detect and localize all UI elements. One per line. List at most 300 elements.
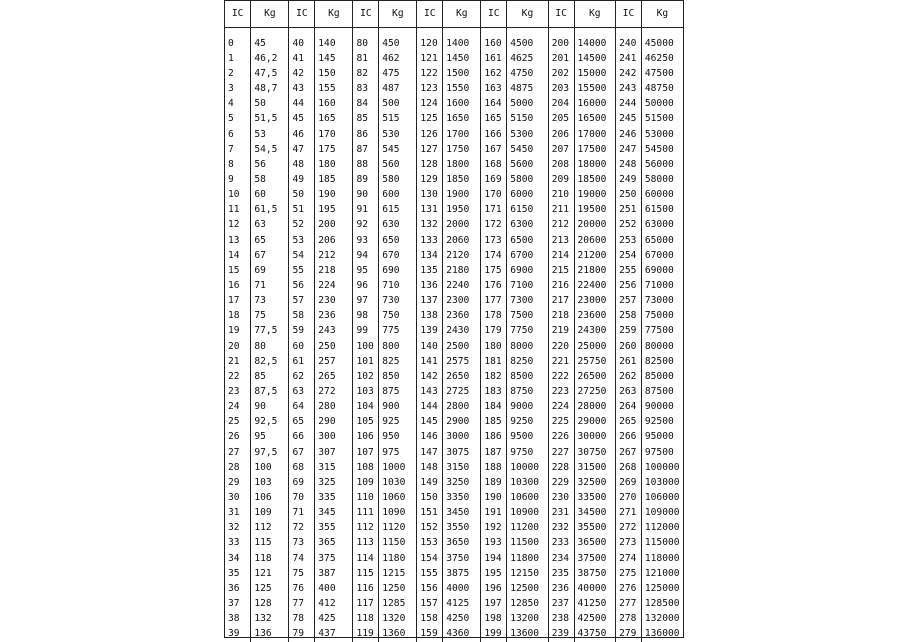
ic-cell: 231	[548, 505, 574, 520]
ic-cell: 217	[548, 293, 574, 308]
kg-cell: 95000	[641, 430, 683, 445]
ic-cell: 197	[481, 596, 507, 611]
kg-cell: 121000	[641, 566, 683, 581]
ic-cell: 225	[548, 415, 574, 430]
kg-cell: 925	[379, 415, 417, 430]
ic-cell: 47	[289, 142, 315, 157]
kg-cell: 3750	[443, 551, 481, 566]
kg-cell: 14000	[574, 36, 616, 51]
kg-cell: 690	[379, 263, 417, 278]
ic-cell: 7	[228, 143, 234, 155]
ic-cell: 274	[616, 551, 642, 566]
kg-cell: 530	[379, 127, 417, 142]
kg-cell: 87500	[641, 384, 683, 399]
ic-cell: 12	[228, 219, 240, 231]
kg-cell: 69000	[641, 263, 683, 278]
kg-cell: 40000	[574, 581, 616, 596]
kg-cell: 10900	[507, 505, 549, 520]
ic-cell: 275	[616, 566, 642, 581]
ic-cell: 241	[616, 51, 642, 66]
kg-cell: 500	[379, 97, 417, 112]
spacer-row	[225, 28, 683, 37]
kg-cell: 17500	[574, 142, 616, 157]
kg-cell: 3450	[443, 505, 481, 520]
ic-cell: 87	[353, 142, 379, 157]
kg-cell: 65000	[641, 233, 683, 248]
kg-cell: 23600	[574, 309, 616, 324]
kg-cell: 462	[379, 51, 417, 66]
ic-cell: 224	[548, 399, 574, 414]
ic-cell: 201	[548, 51, 574, 66]
ic-cell: 16	[228, 280, 240, 292]
kg-cell: 47500	[641, 66, 683, 81]
kg-cell: 1285	[379, 596, 417, 611]
ic-cell: 78	[289, 611, 315, 626]
kg-cell: 6900	[507, 263, 549, 278]
kg-cell: 6300	[507, 218, 549, 233]
kg-cell: 975	[379, 445, 417, 460]
kg-cell: 121	[251, 566, 289, 581]
ic-cell: 76	[289, 581, 315, 596]
ic-cell: 181	[481, 354, 507, 369]
kg-cell: 670	[379, 248, 417, 263]
table-row	[225, 581, 683, 596]
ic-cell: 162	[481, 66, 507, 81]
ic-cell: 151	[417, 505, 443, 520]
ic-cell: 133	[417, 233, 443, 248]
ic-cell: 95	[353, 263, 379, 278]
kg-cell: 80	[251, 339, 289, 354]
ic-cell: 148	[417, 460, 443, 475]
ic-cell: 73	[289, 536, 315, 551]
ic-cell: 145	[417, 415, 443, 430]
kg-cell: 53000	[641, 127, 683, 142]
kg-cell: 257	[315, 354, 353, 369]
kg-cell: 125	[251, 581, 289, 596]
ic-cell: 190	[481, 490, 507, 505]
ic-cell: 139	[417, 324, 443, 339]
spacer-cell	[616, 28, 642, 37]
ic-cell: 229	[548, 475, 574, 490]
ic-cell: 220	[548, 339, 574, 354]
ic-cell: 175	[481, 263, 507, 278]
ic-cell: 240	[616, 36, 642, 51]
kg-cell: 17000	[574, 127, 616, 142]
ic-cell: 19	[228, 325, 240, 337]
ic-cell: 169	[481, 172, 507, 187]
ic-cell: 57	[289, 293, 315, 308]
table-row	[225, 187, 683, 202]
ic-cell: 49	[289, 172, 315, 187]
ic-cell: 223	[548, 384, 574, 399]
ic-cell: 61	[289, 354, 315, 369]
table-row	[225, 490, 683, 505]
kg-cell: 2900	[443, 415, 481, 430]
kg-cell: 14500	[574, 51, 616, 66]
column-header-kg: Kg	[574, 1, 616, 28]
ic-cell: 161	[481, 51, 507, 66]
ic-cell: 129	[417, 172, 443, 187]
ic-cell: 256	[616, 278, 642, 293]
kg-cell: 2240	[443, 278, 481, 293]
kg-cell: 75000	[641, 309, 683, 324]
kg-cell: 29000	[574, 415, 616, 430]
ic-cell: 124	[417, 97, 443, 112]
table-row	[225, 384, 683, 399]
ic-cell: 77	[289, 596, 315, 611]
kg-cell: 38750	[574, 566, 616, 581]
ic-cell: 136	[417, 278, 443, 293]
kg-cell: 5600	[507, 157, 549, 172]
kg-cell: 307	[315, 445, 353, 460]
ic-cell: 6	[228, 128, 234, 140]
ic-cell: 239	[548, 626, 574, 641]
ic-cell: 66	[289, 430, 315, 445]
kg-cell: 33500	[574, 490, 616, 505]
kg-cell: 7100	[507, 278, 549, 293]
kg-cell: 19000	[574, 187, 616, 202]
column-header-kg: Kg	[443, 1, 481, 28]
kg-cell: 71000	[641, 278, 683, 293]
ic-cell: 105	[353, 415, 379, 430]
spacer-cell	[225, 28, 251, 37]
ic-cell: 92	[353, 218, 379, 233]
kg-cell: 875	[379, 384, 417, 399]
ic-cell: 192	[481, 521, 507, 536]
kg-cell: 300	[315, 430, 353, 445]
ic-cell: 81	[353, 51, 379, 66]
kg-cell: 1800	[443, 157, 481, 172]
table-row	[225, 309, 683, 324]
ic-cell: 232	[548, 521, 574, 536]
table-row	[225, 263, 683, 278]
kg-cell: 400	[315, 581, 353, 596]
kg-cell: 2800	[443, 399, 481, 414]
kg-cell: 4360	[443, 626, 481, 641]
ic-cell: 75	[289, 566, 315, 581]
spacer-cell	[641, 28, 683, 37]
ic-cell: 5	[228, 113, 234, 125]
table-row	[225, 505, 683, 520]
ic-cell: 44	[289, 97, 315, 112]
kg-cell: 56000	[641, 157, 683, 172]
ic-cell: 160	[481, 36, 507, 51]
kg-cell: 80000	[641, 339, 683, 354]
kg-cell: 345	[315, 505, 353, 520]
ic-cell: 110	[353, 490, 379, 505]
kg-cell: 750	[379, 309, 417, 324]
ic-cell: 250	[616, 187, 642, 202]
kg-cell: 5000	[507, 97, 549, 112]
kg-cell: 48750	[641, 81, 683, 96]
load-index-table	[224, 0, 684, 638]
kg-cell: 95	[251, 430, 289, 445]
kg-cell: 1320	[379, 611, 417, 626]
ic-cell: 71	[289, 505, 315, 520]
ic-cell: 209	[548, 172, 574, 187]
kg-cell: 1700	[443, 127, 481, 142]
kg-cell: 16500	[574, 112, 616, 127]
kg-cell: 77,5	[251, 324, 289, 339]
ic-cell: 210	[548, 187, 574, 202]
ic-cell: 202	[548, 66, 574, 81]
kg-cell: 2120	[443, 248, 481, 263]
ic-cell: 247	[616, 142, 642, 157]
kg-cell: 365	[315, 536, 353, 551]
ic-cell: 118	[353, 611, 379, 626]
ic-cell: 86	[353, 127, 379, 142]
kg-cell: 61500	[641, 203, 683, 218]
kg-cell: 69	[251, 263, 289, 278]
ic-cell: 42	[289, 66, 315, 81]
kg-cell: 63	[251, 218, 289, 233]
ic-cell: 166	[481, 127, 507, 142]
kg-cell: 58000	[641, 172, 683, 187]
ic-cell: 58	[289, 309, 315, 324]
ic-cell: 17	[228, 295, 240, 307]
ic-cell: 236	[548, 581, 574, 596]
ic-cell: 114	[353, 551, 379, 566]
kg-cell: 13600	[507, 626, 549, 641]
kg-cell: 185	[315, 172, 353, 187]
kg-cell: 475	[379, 66, 417, 81]
kg-cell: 3550	[443, 521, 481, 536]
kg-cell: 1500	[443, 66, 481, 81]
ic-cell: 176	[481, 278, 507, 293]
kg-cell: 22400	[574, 278, 616, 293]
kg-cell: 825	[379, 354, 417, 369]
kg-cell: 650	[379, 233, 417, 248]
ic-cell: 183	[481, 384, 507, 399]
kg-cell: 112000	[641, 521, 683, 536]
ic-cell: 24	[228, 401, 240, 413]
kg-cell: 150	[315, 66, 353, 81]
kg-cell: 165	[315, 112, 353, 127]
ic-cell: 261	[616, 354, 642, 369]
kg-cell: 1550	[443, 81, 481, 96]
ic-cell: 230	[548, 490, 574, 505]
kg-cell: 60	[251, 187, 289, 202]
ic-cell: 254	[616, 248, 642, 263]
kg-cell: 97,5	[251, 445, 289, 460]
ic-cell: 178	[481, 309, 507, 324]
kg-cell: 25750	[574, 354, 616, 369]
kg-cell: 11200	[507, 521, 549, 536]
spacer-cell	[289, 28, 315, 37]
ic-cell: 157	[417, 596, 443, 611]
ic-cell: 91	[353, 203, 379, 218]
ic-cell: 270	[616, 490, 642, 505]
ic-cell: 227	[548, 445, 574, 460]
kg-cell: 50000	[641, 97, 683, 112]
ic-cell: 97	[353, 293, 379, 308]
ic-cell: 141	[417, 354, 443, 369]
ic-cell: 147	[417, 445, 443, 460]
kg-cell: 136000	[641, 626, 683, 641]
ic-cell: 94	[353, 248, 379, 263]
kg-cell: 45	[251, 36, 289, 51]
kg-cell: 335	[315, 490, 353, 505]
ic-cell: 203	[548, 81, 574, 96]
table-row	[225, 551, 683, 566]
kg-cell: 2180	[443, 263, 481, 278]
ic-cell: 116	[353, 581, 379, 596]
kg-cell: 1900	[443, 187, 481, 202]
kg-cell: 54,5	[251, 142, 289, 157]
ic-cell: 153	[417, 536, 443, 551]
kg-cell: 106000	[641, 490, 683, 505]
ic-cell: 82	[353, 66, 379, 81]
kg-cell: 1850	[443, 172, 481, 187]
kg-cell: 3350	[443, 490, 481, 505]
ic-cell: 167	[481, 142, 507, 157]
ic-cell: 260	[616, 339, 642, 354]
table-row	[225, 51, 683, 66]
ic-cell: 154	[417, 551, 443, 566]
table-row	[225, 566, 683, 581]
kg-cell: 145	[315, 51, 353, 66]
ic-cell: 20	[228, 340, 240, 352]
ic-cell: 191	[481, 505, 507, 520]
ic-cell: 137	[417, 293, 443, 308]
kg-cell: 1950	[443, 203, 481, 218]
ic-cell: 33	[228, 537, 240, 549]
ic-cell: 237	[548, 596, 574, 611]
ic-cell: 198	[481, 611, 507, 626]
ic-cell: 264	[616, 399, 642, 414]
kg-cell: 97500	[641, 445, 683, 460]
table-row	[225, 278, 683, 293]
ic-cell: 99	[353, 324, 379, 339]
ic-cell: 107	[353, 445, 379, 460]
kg-cell: 1400	[443, 36, 481, 51]
kg-cell: 1030	[379, 475, 417, 490]
ic-cell: 67	[289, 445, 315, 460]
ic-cell: 13	[228, 234, 240, 246]
kg-cell: 6000	[507, 187, 549, 202]
ic-cell: 238	[548, 611, 574, 626]
ic-cell: 22	[228, 370, 240, 382]
ic-cell: 123	[417, 81, 443, 96]
ic-cell: 56	[289, 278, 315, 293]
kg-cell: 6150	[507, 203, 549, 218]
ic-cell: 51	[289, 203, 315, 218]
table-row	[225, 536, 683, 551]
ic-cell: 59	[289, 324, 315, 339]
kg-cell: 206	[315, 233, 353, 248]
kg-cell: 10300	[507, 475, 549, 490]
kg-cell: 3000	[443, 430, 481, 445]
ic-cell: 45	[289, 112, 315, 127]
ic-cell: 186	[481, 430, 507, 445]
kg-cell: 2500	[443, 339, 481, 354]
kg-cell: 32500	[574, 475, 616, 490]
ic-cell: 222	[548, 369, 574, 384]
kg-cell: 18000	[574, 157, 616, 172]
ic-cell: 155	[417, 566, 443, 581]
kg-cell: 65	[251, 233, 289, 248]
ic-cell: 15	[228, 264, 240, 276]
kg-cell: 412	[315, 596, 353, 611]
column-header-ic: IC	[417, 1, 443, 28]
ic-cell: 120	[417, 36, 443, 51]
ic-cell: 142	[417, 369, 443, 384]
table-row	[225, 157, 683, 172]
kg-cell: 109	[251, 505, 289, 520]
ic-cell: 194	[481, 551, 507, 566]
ic-cell: 113	[353, 536, 379, 551]
ic-cell: 130	[417, 187, 443, 202]
ic-cell: 243	[616, 81, 642, 96]
kg-cell: 160	[315, 97, 353, 112]
ic-cell: 262	[616, 369, 642, 384]
ic-cell: 170	[481, 187, 507, 202]
ic-cell: 83	[353, 81, 379, 96]
kg-cell: 236	[315, 309, 353, 324]
kg-cell: 50	[251, 97, 289, 112]
column-header-kg: Kg	[641, 1, 683, 28]
kg-cell: 1650	[443, 112, 481, 127]
ic-cell: 4	[228, 98, 234, 110]
ic-cell: 185	[481, 415, 507, 430]
kg-cell: 560	[379, 157, 417, 172]
kg-cell: 63000	[641, 218, 683, 233]
ic-cell: 14	[228, 249, 240, 261]
kg-cell: 112	[251, 521, 289, 536]
ic-cell: 119	[353, 626, 379, 641]
ic-cell: 164	[481, 97, 507, 112]
kg-cell: 77500	[641, 324, 683, 339]
table-row	[225, 475, 683, 490]
ic-cell: 249	[616, 172, 642, 187]
kg-cell: 13200	[507, 611, 549, 626]
ic-cell: 3	[228, 83, 234, 95]
ic-cell: 272	[616, 521, 642, 536]
ic-cell: 180	[481, 339, 507, 354]
kg-cell: 35500	[574, 521, 616, 536]
ic-cell: 85	[353, 112, 379, 127]
ic-cell: 29	[228, 476, 240, 488]
kg-cell: 12500	[507, 581, 549, 596]
kg-cell: 243	[315, 324, 353, 339]
kg-cell: 487	[379, 81, 417, 96]
kg-cell: 180	[315, 157, 353, 172]
ic-cell: 28	[228, 461, 240, 473]
ic-cell: 27	[228, 446, 240, 458]
ic-cell: 135	[417, 263, 443, 278]
kg-cell: 1150	[379, 536, 417, 551]
ic-cell: 215	[548, 263, 574, 278]
kg-cell: 218	[315, 263, 353, 278]
table-row	[225, 36, 683, 51]
ic-cell: 63	[289, 384, 315, 399]
ic-cell: 258	[616, 309, 642, 324]
ic-cell: 62	[289, 369, 315, 384]
ic-cell: 188	[481, 460, 507, 475]
kg-cell: 9000	[507, 399, 549, 414]
ic-cell: 226	[548, 430, 574, 445]
kg-cell: 2650	[443, 369, 481, 384]
kg-cell: 18500	[574, 172, 616, 187]
ic-cell: 2	[228, 68, 234, 80]
ic-cell: 193	[481, 536, 507, 551]
ic-cell: 96	[353, 278, 379, 293]
kg-cell: 265	[315, 369, 353, 384]
spacer-cell	[507, 28, 549, 37]
ic-cell: 21	[228, 355, 240, 367]
ic-cell: 273	[616, 536, 642, 551]
ic-cell: 165	[481, 112, 507, 127]
